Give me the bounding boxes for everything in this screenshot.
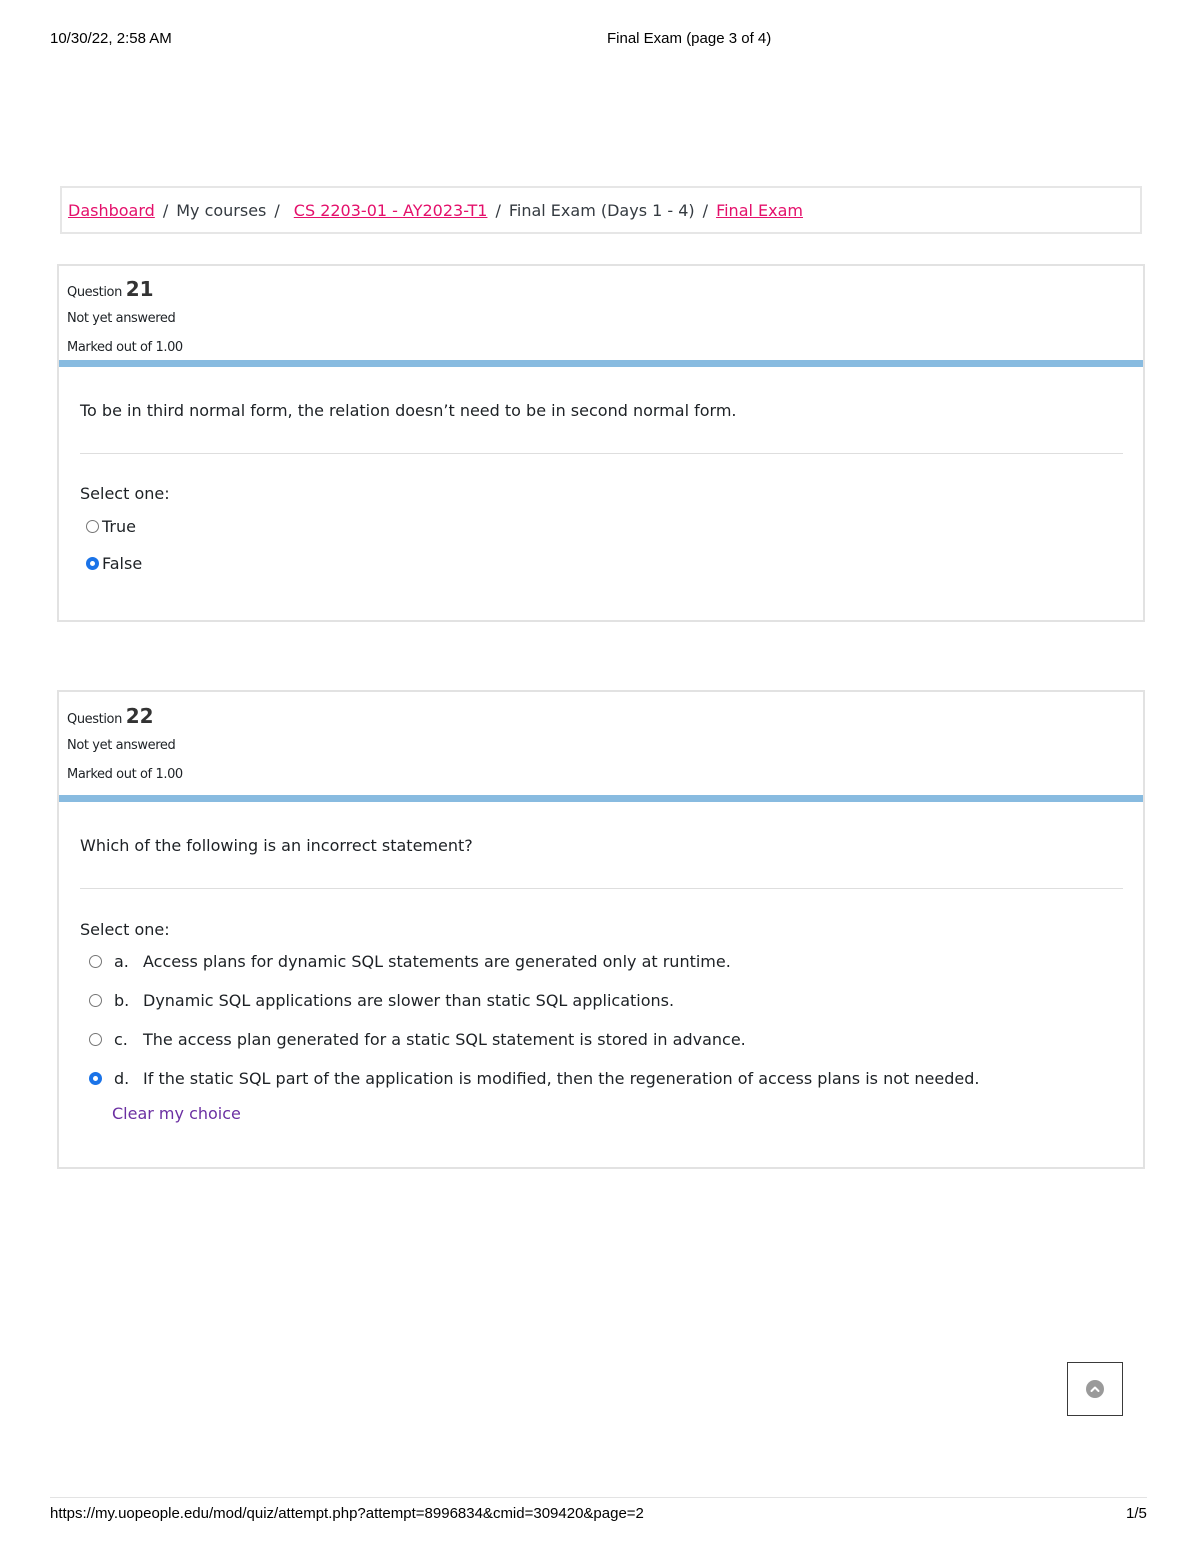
question-21 xyxy=(57,264,1145,622)
question-marks: Marked out of 1.00 xyxy=(67,340,183,355)
answer-label: True xyxy=(102,517,136,536)
question-info xyxy=(59,692,1143,786)
answer-option-true[interactable] xyxy=(80,508,1123,545)
question-divider-bar xyxy=(59,360,1143,367)
answer-option-d[interactable] xyxy=(80,1059,1123,1098)
answer-options xyxy=(80,942,1123,1098)
answer-option-b[interactable] xyxy=(80,981,1123,1020)
question-info xyxy=(59,266,1143,360)
chevron-up-circle-icon xyxy=(1086,1380,1104,1398)
radio-button-checked-icon[interactable] xyxy=(89,1072,102,1085)
question-text: To be in third normal form, the relation doesn’t need to be in second normal form. xyxy=(80,401,737,420)
footer-divider xyxy=(50,1497,1147,1498)
answer-letter: d. xyxy=(114,1069,130,1088)
breadcrumb-separator: / xyxy=(702,200,709,220)
breadcrumb-separator: / xyxy=(495,200,501,220)
breadcrumb-separator: / xyxy=(274,200,280,220)
answer-letter: a. xyxy=(114,952,129,971)
answer-label: The access plan generated for a static SQL statement is stored in advance. xyxy=(143,1030,746,1049)
select-one-prompt: Select one: xyxy=(80,484,170,503)
question-text: Which of the following is an incorrect statement? xyxy=(80,836,473,855)
breadcrumb-final-exam-link[interactable]: Final Exam xyxy=(716,200,803,220)
question-status: Not yet answered xyxy=(67,311,176,326)
question-content xyxy=(59,802,1143,1123)
breadcrumb-my-courses: My courses xyxy=(176,200,267,220)
question-content xyxy=(59,367,1143,582)
answer-option-a[interactable] xyxy=(80,942,1123,981)
radio-button-checked-icon[interactable] xyxy=(86,557,99,570)
question-number: 22 xyxy=(125,704,154,728)
question-marks: Marked out of 1.00 xyxy=(67,767,183,782)
breadcrumb-course-link[interactable]: CS 2203-01 - AY2023-T1 xyxy=(293,200,488,220)
radio-button-icon[interactable] xyxy=(89,955,102,968)
print-page-title: Final Exam (page 3 of 4) xyxy=(607,30,772,47)
answer-options xyxy=(80,508,1123,582)
answer-letter: b. xyxy=(114,991,130,1010)
answer-label: If the static SQL part of the application is modified, then the regeneration of access plans is not needed. xyxy=(143,1069,980,1088)
radio-button-icon[interactable] xyxy=(89,1033,102,1046)
question-status: Not yet answered xyxy=(67,738,176,753)
question-separator xyxy=(80,453,1123,454)
answer-option-false[interactable] xyxy=(80,545,1123,582)
answer-letter: c. xyxy=(114,1030,128,1049)
answer-label: Dynamic SQL applications are slower than static SQL applications. xyxy=(143,991,675,1010)
breadcrumb-separator: / xyxy=(162,200,169,220)
breadcrumb xyxy=(60,186,1142,234)
radio-button-icon[interactable] xyxy=(89,994,102,1007)
question-label: Question xyxy=(67,712,122,727)
select-one-prompt: Select one: xyxy=(80,920,170,939)
print-datetime: 10/30/22, 2:58 AM xyxy=(50,30,172,47)
question-divider-bar xyxy=(59,795,1143,802)
answer-label: False xyxy=(102,554,143,573)
print-header xyxy=(0,30,1200,50)
question-22 xyxy=(57,690,1145,1169)
question-label: Question xyxy=(67,285,122,300)
chevron-up-icon xyxy=(1090,1385,1100,1393)
breadcrumb-dashboard-link[interactable]: Dashboard xyxy=(68,200,155,220)
print-url: https://my.uopeople.edu/mod/quiz/attempt.php?attempt=8996834&cmid=309420&page=2 xyxy=(50,1505,644,1522)
question-separator xyxy=(80,888,1123,889)
print-page-number: 1/5 xyxy=(1126,1505,1147,1522)
clear-my-choice-link[interactable]: Clear my choice xyxy=(112,1104,241,1123)
back-to-top-button[interactable] xyxy=(1067,1362,1123,1416)
radio-button-icon[interactable] xyxy=(86,520,99,533)
answer-label: Access plans for dynamic SQL statements are generated only at runtime. xyxy=(143,952,731,971)
breadcrumb-final-exam-section: Final Exam (Days 1 - 4) xyxy=(508,200,695,220)
answer-option-c[interactable] xyxy=(80,1020,1123,1059)
question-number: 21 xyxy=(125,277,154,301)
